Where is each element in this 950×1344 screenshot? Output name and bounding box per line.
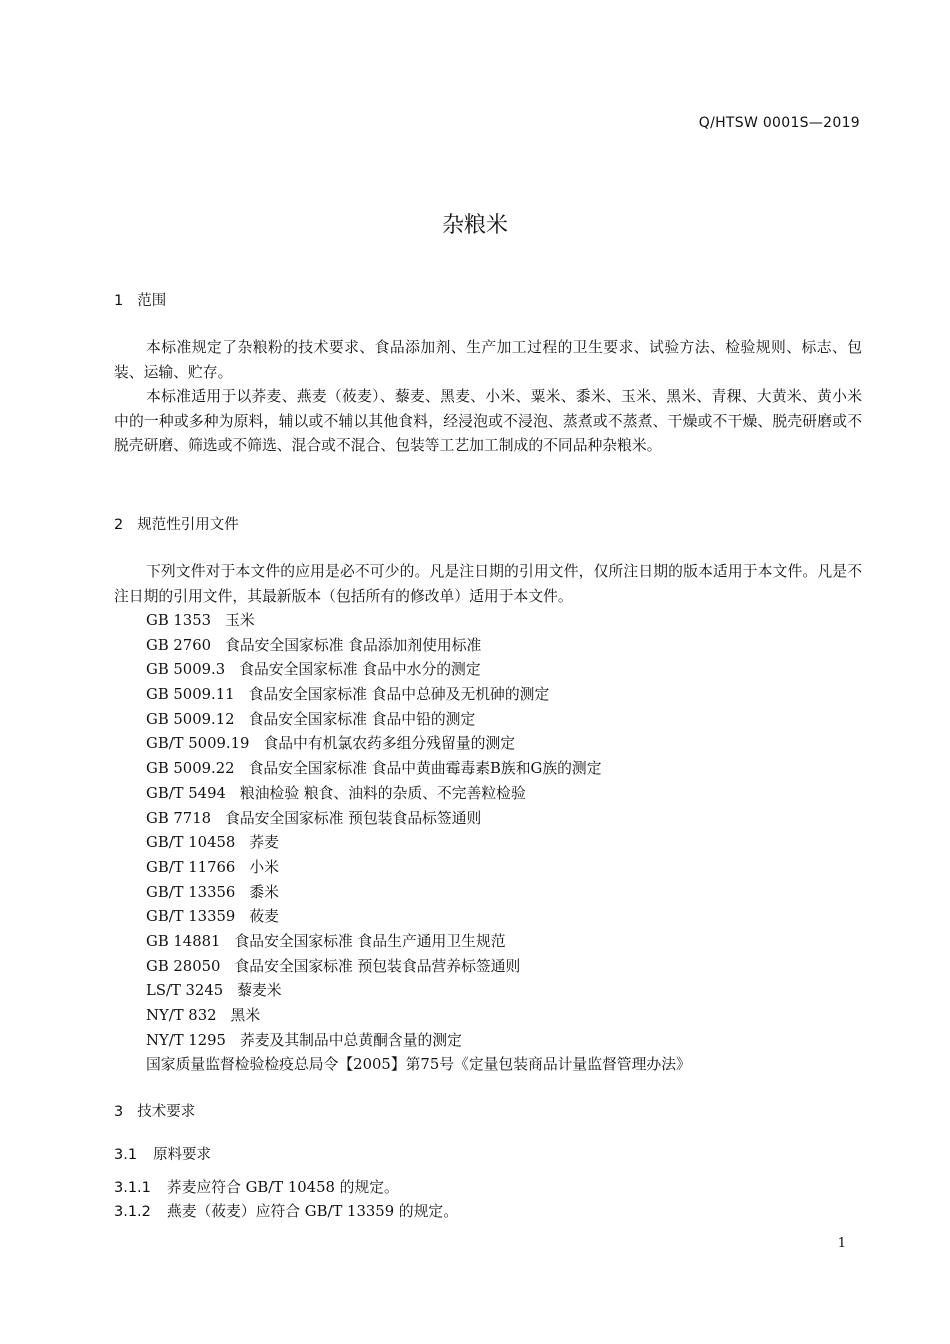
page-number: 1 — [837, 1236, 846, 1251]
reference-title: 莜麦 — [249, 908, 279, 926]
subsection-3-1-heading — [114, 1143, 211, 1164]
reference-item — [146, 1029, 691, 1054]
reference-title: 黑米 — [230, 1007, 261, 1024]
reference-title: 食品安全国家标准 预包装食品营养标签通则 — [234, 957, 521, 975]
reference-item — [146, 807, 691, 832]
subsection-3-1-title: 原料要求 — [153, 1147, 212, 1163]
reference-code: NY/T 1295 — [146, 1031, 226, 1049]
reference-title: 藜麦米 — [237, 982, 282, 1000]
reference-item — [146, 905, 691, 930]
reference-code: LS/T 3245 — [146, 982, 224, 1000]
clause-3-1-2 — [114, 1200, 458, 1221]
reference-item — [146, 757, 691, 782]
section-3-title: 技术要求 — [137, 1104, 196, 1120]
reference-list — [146, 609, 691, 1078]
reference-code: GB 14881 — [146, 932, 221, 950]
reference-item — [146, 856, 691, 881]
reference-code: GB 1353 — [146, 612, 212, 629]
reference-code: GB/T 11766 — [146, 858, 236, 876]
reference-code: GB 2760 — [146, 636, 212, 654]
reference-item — [146, 782, 691, 807]
scope-paragraph-1: 本标准规定了杂粮粉的技术要求、食品添加剂、生产加工过程的卫生要求、试验方法、检验规则、标志、包装、运输、贮存。 — [114, 339, 862, 381]
reference-item — [146, 1004, 691, 1029]
reference-title: 黍米 — [249, 883, 279, 901]
reference-title: 食品安全国家标准 食品添加剂使用标准 — [225, 636, 482, 654]
reference-code: GB 5009.22 — [146, 760, 235, 778]
reference-title: 食品安全国家标准 食品中水分的测定 — [239, 661, 481, 679]
reference-code: NY/T 832 — [146, 1007, 217, 1024]
reference-item — [146, 881, 691, 906]
reference-item — [146, 831, 691, 856]
reference-title: 食品安全国家标准 食品中总砷及无机砷的测定 — [248, 686, 550, 704]
reference-code: GB/T 5494 — [146, 784, 226, 802]
reference-title: 食品安全国家标准 食品生产通用卫生规范 — [234, 932, 506, 950]
reference-code: GB/T 13359 — [146, 908, 236, 926]
clause-number: 3.1.2 — [114, 1204, 151, 1220]
reference-code: GB 7718 — [146, 809, 212, 827]
clause-text: 荞麦应符合 GB/T 10458 的规定。 — [166, 1179, 399, 1196]
reference-item — [146, 955, 691, 980]
reference-title: 食品安全国家标准 食品中黄曲霉毒素B族和G族的测定 — [248, 760, 602, 778]
reference-title: 食品安全国家标准 预包装食品标签通则 — [225, 809, 482, 827]
subsection-3-1-number: 3.1 — [114, 1147, 138, 1163]
reference-title: 小米 — [249, 858, 279, 876]
reference-code: GB 5009.11 — [146, 686, 235, 704]
reference-item — [146, 732, 691, 757]
clause-number: 3.1.1 — [114, 1180, 151, 1196]
section-2-title: 规范性引用文件 — [137, 517, 239, 533]
reference-code: GB 5009.12 — [146, 710, 235, 728]
reference-item — [146, 683, 691, 708]
reference-title: 食品中有机氯农药多组分残留量的测定 — [263, 735, 516, 753]
section-1-heading — [114, 289, 166, 310]
reference-title: 玉米 — [225, 612, 255, 629]
document-title: 杂粮米 — [441, 213, 508, 238]
reference-code: GB/T 13356 — [146, 883, 236, 901]
section-2-number: 2 — [114, 517, 124, 533]
reference-code: GB/T 5009.19 — [146, 735, 250, 753]
reference-title: 荞麦 — [249, 834, 279, 852]
reference-code: GB/T 10458 — [146, 834, 236, 852]
standard-code: Q/HTSW 0001S—2019 — [698, 115, 860, 131]
reference-item — [146, 634, 691, 659]
reference-code: GB 5009.3 — [146, 661, 226, 679]
reference-code: GB 28050 — [146, 957, 221, 975]
section-1-title: 范围 — [137, 293, 167, 309]
section-2-heading — [114, 513, 239, 534]
reference-item — [146, 930, 691, 955]
reference-item — [146, 658, 691, 683]
section-3-heading — [114, 1100, 195, 1121]
reference-title: 粮油检验 粮食、油料的杂质、不完善粒检验 — [239, 784, 526, 802]
section-3-number: 3 — [114, 1104, 124, 1120]
references-intro: 下列文件对于本文件的应用是必不可少的。凡是注日期的引用文件，仅所注日期的版本适用于本文件。凡是不注日期的引用文件，其最新版本（包括所有的修改单）适用于本文件。 — [114, 563, 862, 605]
clause-3-1-1 — [114, 1176, 399, 1197]
section-1-number: 1 — [114, 293, 124, 309]
reference-item — [146, 979, 691, 1004]
reference-item — [146, 708, 691, 733]
scope-paragraph-2: 本标准适用于以荞麦、燕麦（莜麦）、藜麦、黑麦、小米、粟米、黍米、玉米、黑米、青稞、大黄米、黄小米中的一种或多种为原料，辅以或不辅以其他食料，经浸泡或不浸泡、蒸煮或不蒸煮、干燥或不干燥、脱壳研磨或不脱壳研磨、筛选或不筛选、混合或不混合、包装等工艺加工制成的不同品种杂粮米。 — [114, 388, 862, 454]
reference-title: 食品安全国家标准 食品中铅的测定 — [248, 710, 476, 728]
reference-item — [146, 609, 691, 634]
clause-text: 燕麦（莜麦）应符合 GB/T 13359 的规定。 — [166, 1203, 458, 1220]
reference-title: 荞麦及其制品中总黄酮含量的测定 — [239, 1031, 462, 1049]
decree-reference: 国家质量监督检验检疫总局令【2005】第75号《定量包装商品计量监督管理办法》 — [146, 1056, 691, 1074]
